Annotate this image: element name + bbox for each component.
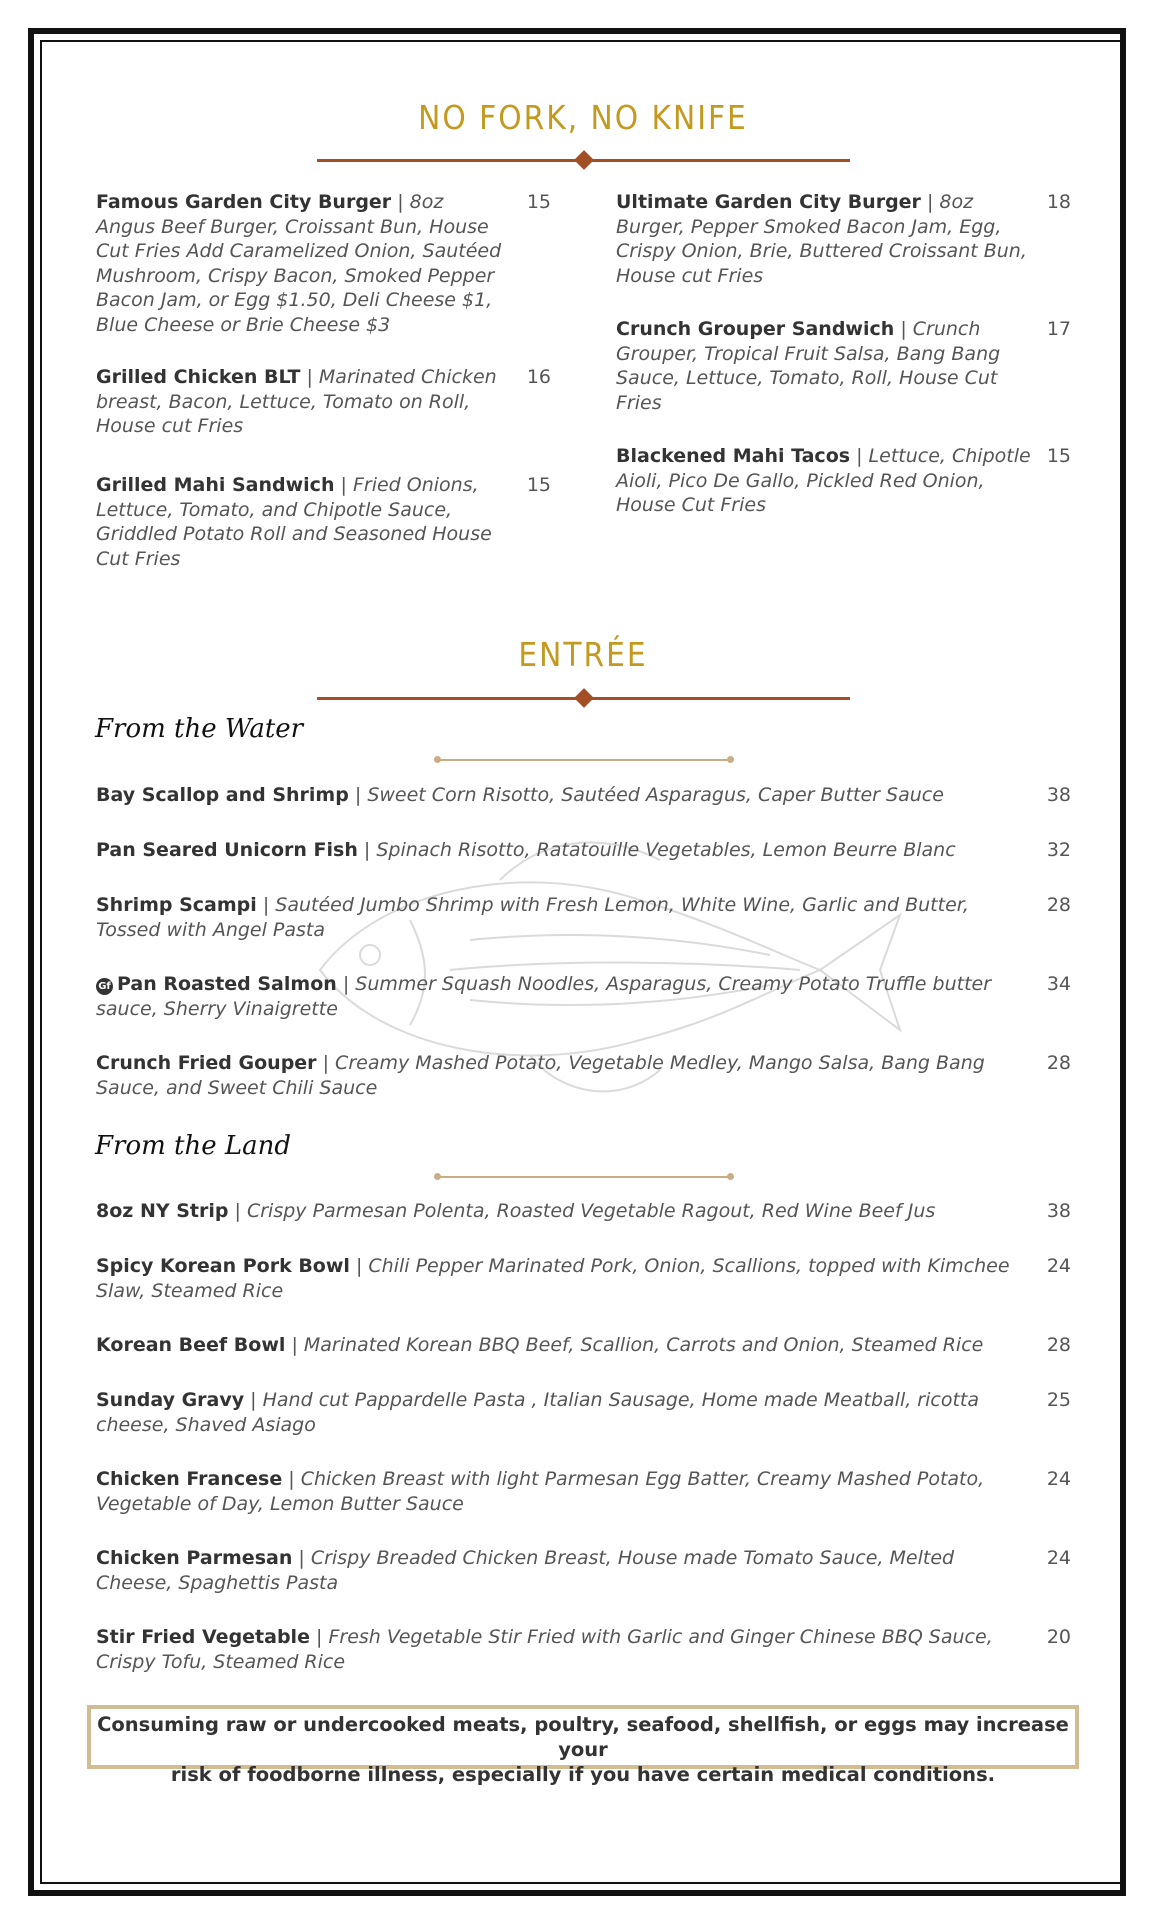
item-name: Bay Scallop and Shrimp <box>96 784 349 806</box>
menu-item <box>96 783 1026 808</box>
item-name: Grilled Mahi Sandwich <box>96 474 335 496</box>
item-name: Sunday Gravy <box>96 1389 245 1411</box>
item-name: Pan Roasted Salmon <box>117 973 337 995</box>
item-name: Famous Garden City Burger <box>96 191 392 213</box>
item-name: 8oz NY Strip <box>96 1200 229 1222</box>
item-description: Fried Onions, Lettuce, Tomato, and Chipotle Sauce, Griddled Potato Roll and Seasoned House Cut Fries <box>96 474 492 570</box>
item-separator: | <box>228 1200 247 1222</box>
subsection-divider <box>434 1172 734 1182</box>
item-description: Crispy Breaded Chicken Breast, House made Tomato Sauce, Melted Cheese, Spaghettis Pasta <box>96 1547 955 1594</box>
menu-item <box>96 1625 1026 1674</box>
item-name: Chicken Francese <box>96 1468 283 1490</box>
item-price: 38 <box>1046 1200 1071 1222</box>
item-description: Fresh Vegetable Stir Fried with Garlic and Ginger Chinese BBQ Sauce, Crispy Tofu, Steamed Rice <box>96 1626 993 1673</box>
item-description: Marinated Chicken breast, Bacon, Lettuce, Tomato on Roll, House cut Fries <box>96 366 497 437</box>
item-separator: | <box>334 474 353 496</box>
menu-item <box>96 838 1026 863</box>
item-description: Summer Squash Noodles, Asparagus, Creamy Potato Truffle butter sauce, Sherry Vinaigrette <box>96 973 992 1020</box>
divider-dot-icon <box>727 1173 734 1180</box>
item-description: Sweet Corn Risotto, Sautéed Asparagus, Caper Butter Sauce <box>367 784 944 806</box>
item-separator: | <box>309 1626 329 1648</box>
menu-item <box>96 473 506 571</box>
item-description: Marinated Korean BBQ Beef, Scallion, Carrots and Onion, Steamed Rice <box>303 1334 984 1356</box>
item-description: Chicken Breast with light Parmesan Egg Batter, Creamy Mashed Potato, Vegetable of Day, Lemon Butter Sauce <box>96 1468 985 1515</box>
item-separator: | <box>336 973 356 995</box>
menu-item <box>96 1467 1026 1516</box>
item-price: 28 <box>1046 1052 1071 1074</box>
subsection-heading-water: From the Water <box>95 714 304 744</box>
item-description: Creamy Mashed Potato, Vegetable Medley, Mango Salsa, Bang Bang Sauce, and Sweet Chili Sauce <box>96 1052 985 1099</box>
item-description: Crispy Parmesan Polenta, Roasted Vegetable Ragout, Red Wine Beef Jus <box>246 1200 936 1222</box>
menu-item <box>96 365 506 439</box>
item-separator: | <box>300 366 319 388</box>
item-description: Hand cut Pappardelle Pasta , Italian Sausage, Home made Meatball, ricotta cheese, Shaved Asiago <box>96 1389 980 1436</box>
item-description: 8oz Burger, Pepper Smoked Bacon Jam, Egg, Crispy Onion, Brie, Buttered Croissant Bun, House cut Fries <box>616 191 1027 287</box>
divider-line <box>438 759 730 761</box>
menu-item <box>96 1546 1026 1595</box>
gluten-free-icon: Gf <box>96 978 113 995</box>
subsection-heading-land: From the Land <box>95 1131 292 1161</box>
item-price: 25 <box>1046 1389 1071 1411</box>
item-price: 24 <box>1046 1547 1071 1569</box>
item-name: Grilled Chicken BLT <box>96 366 301 388</box>
item-separator: | <box>357 839 377 861</box>
divider-dot-icon <box>727 756 734 763</box>
menu-item <box>616 317 1032 415</box>
item-separator: | <box>244 1389 263 1411</box>
item-separator: | <box>894 318 913 340</box>
item-separator: | <box>920 191 940 213</box>
item-separator: | <box>256 894 276 916</box>
item-price: 20 <box>1046 1626 1071 1648</box>
menu-item <box>96 190 506 337</box>
item-separator: | <box>391 191 410 213</box>
item-name: Ultimate Garden City Burger <box>616 191 921 213</box>
item-price: 16 <box>526 366 551 388</box>
divider-diamond-icon <box>574 150 594 170</box>
item-separator: | <box>850 445 869 467</box>
item-price: 24 <box>1046 1468 1071 1490</box>
section-title-no-fork: NO FORK, NO KNIFE <box>418 98 748 137</box>
item-name: Spicy Korean Pork Bowl <box>96 1255 350 1277</box>
item-price: 28 <box>1046 1334 1071 1356</box>
item-name: Crunch Grouper Sandwich <box>616 318 895 340</box>
notice-line-1: Consuming raw or undercooked meats, poultry, seafood, shellfish, or eggs may increase your <box>97 1713 1069 1761</box>
subsection-divider <box>434 755 734 765</box>
menu-item <box>96 893 1026 942</box>
menu-item <box>616 444 1032 518</box>
section-divider <box>317 690 850 706</box>
item-description: Chili Pepper Marinated Pork, Onion, Scallions, topped with Kimchee Slaw, Steamed Rice <box>96 1255 1010 1302</box>
item-separator: | <box>285 1334 304 1356</box>
item-price: 15 <box>526 474 551 496</box>
food-safety-notice <box>87 1705 1079 1786</box>
item-price: 24 <box>1046 1255 1071 1277</box>
menu-item <box>96 1254 1026 1303</box>
item-description: Sautéed Jumbo Shrimp with Fresh Lemon, White Wine, Garlic and Butter, Tossed with Angel Pasta <box>96 894 969 941</box>
item-description: Spinach Risotto, Ratatouille Vegetables, Lemon Beurre Blanc <box>376 839 956 861</box>
item-price: 32 <box>1046 839 1071 861</box>
item-price: 17 <box>1046 318 1071 340</box>
section-divider <box>317 152 850 168</box>
section-title-entree: ENTRÉE <box>518 635 648 674</box>
item-description: Crunch Grouper, Tropical Fruit Salsa, Bang Bang Sauce, Lettuce, Tomato, Roll, House Cut Fries <box>616 318 1001 414</box>
item-description: 8oz Angus Beef Burger, Croissant Bun, House Cut Fries Add Caramelized Onion, Sautéed Mushroom, Crispy Bacon, Smoked Pepper Bacon Jam, or Egg $1.50, Deli Cheese $1, Blue Cheese or Brie Cheese $3 <box>96 191 502 336</box>
item-price: 34 <box>1046 973 1071 995</box>
item-name: Stir Fried Vegetable <box>96 1626 310 1648</box>
item-name: Korean Beef Bowl <box>96 1334 286 1356</box>
menu-item <box>96 1051 1026 1100</box>
item-name: Chicken Parmesan <box>96 1547 293 1569</box>
menu-item <box>96 1333 1026 1358</box>
menu-item <box>96 1199 1026 1224</box>
item-name: Pan Seared Unicorn Fish <box>96 839 358 861</box>
item-description: Lettuce, Chipotle Aioli, Pico De Gallo, Pickled Red Onion, House Cut Fries <box>616 445 1031 516</box>
item-price: 15 <box>1046 445 1071 467</box>
divider-diamond-icon <box>574 688 594 708</box>
notice-line-2: risk of foodborne illness, especially if you have certain medical conditions. <box>170 1763 996 1786</box>
divider-line <box>438 1176 730 1178</box>
menu-item <box>616 190 1032 288</box>
item-name: Shrimp Scampi <box>96 894 257 916</box>
item-price: 18 <box>1046 191 1071 213</box>
item-name: Blackened Mahi Tacos <box>616 445 851 467</box>
item-separator: | <box>292 1547 311 1569</box>
item-separator: | <box>348 784 368 806</box>
item-separator: | <box>282 1468 301 1490</box>
item-name: Crunch Fried Gouper <box>96 1052 317 1074</box>
item-separator: | <box>316 1052 336 1074</box>
item-price: 28 <box>1046 894 1071 916</box>
item-price: 15 <box>526 191 551 213</box>
menu-item <box>96 972 1026 1021</box>
item-price: 38 <box>1046 784 1071 806</box>
item-separator: | <box>349 1255 369 1277</box>
menu-item <box>96 1388 1026 1437</box>
